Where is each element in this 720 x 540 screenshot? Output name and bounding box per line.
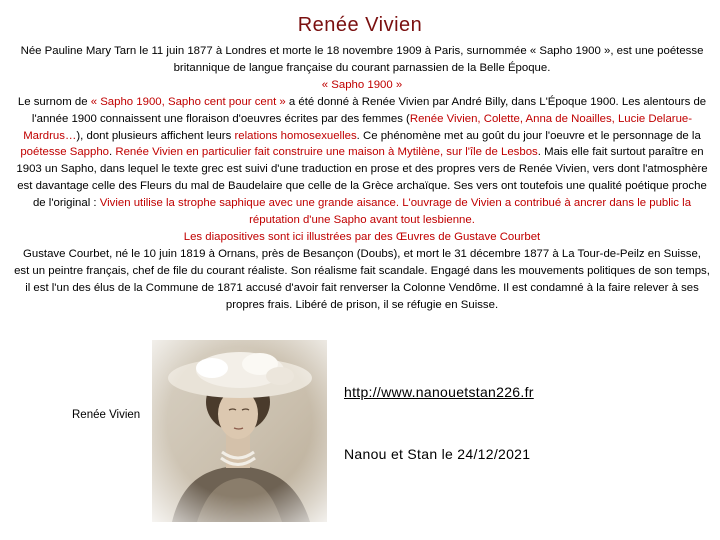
highlight-segment: Renée Vivien, Colette, Anna de Noailles, Lucie Delarue-Mardrus…	[23, 112, 693, 142]
text-segment: . Ce phénomène met au goût du jour l'oeuvre et le personnage de la	[356, 129, 701, 142]
highlight-segment: Renée Vivien en particulier fait construire une maison à Mytilène, sur l'île de Lesbos	[115, 146, 538, 159]
intro-paragraph: Née Pauline Mary Tarn le 11 juin 1877 à Londres et morte le 18 novembre 1909 à Paris, surnommée « Sapho 1900 », est une poétesse britannique de langue française du courant parnassien de la Belle Époque.	[20, 45, 704, 74]
photo-caption: Renée Vivien	[72, 409, 141, 421]
highlight-segment: Vivien utilise la strophe saphique avec une grande aisance. L'ouvrage de Vivien a contribué à ancrer dans le public la réputation d'une Sapho avant tout lesbienne.	[99, 197, 692, 227]
body-text	[14, 43, 710, 314]
website-link[interactable]: http://www.nanouetstan226.fr	[344, 384, 534, 400]
highlight-segment: poétesse Sappho	[20, 146, 110, 159]
text-segment: . Mais elle fait surtout paraître en 1903 un Sapho, dans lequel le texte grec est suivi d'une traduction en prose et des propres vers de Renée Vivien, vers dont l'atmosphère est davantage celle des Fleurs du mal de Baudelaire que celle de la Grèce archaïque. Ses vers ont toutefois une qualité poétique proche de l'original :	[16, 146, 708, 210]
text-segment: Le surnom de	[17, 95, 91, 108]
sapho-paragraph	[14, 94, 710, 229]
courbet-paragraph: Gustave Courbet, né le 10 juin 1819 à Ornans, près de Besançon (Doubs), et mort le 31 décembre 1877 à La Tour-de-Peilz en Suisse, est un peintre français, chef de file du courant réaliste. Son réalisme fait scandale. Engagé dans les mouvements politiques de son temps, il est l'un des élus de la Commune de 1871 accusé d'avoir fait renverser la Colonne Vendôme. Il est condamné à la faire relever à ses propres frais. Libéré de prison, il se réfugie en Suisse.	[14, 247, 710, 311]
sapho-subtitle: « Sapho 1900 »	[321, 78, 403, 91]
page-title: Renée Vivien	[297, 14, 423, 36]
highlight-segment: relations homosexuelles	[234, 129, 357, 142]
highlight-segment: « Sapho 1900, Sapho cent pour cent »	[90, 95, 286, 108]
text-segment: .	[109, 146, 116, 159]
text-segment: a été donné à Renée Vivien par André Billy, dans L'Époque 1900. Les alentours de l'année 1900 connaissent une floraison d'oeuvres écrites par des femmes (	[31, 95, 707, 125]
portrait-illustration	[152, 340, 327, 522]
credit-line: Nanou et Stan le 24/12/2021	[344, 446, 531, 462]
courbet-subtitle: Les diapositives sont ici illustrées par des Œuvres de Gustave Courbet	[183, 230, 541, 243]
portrait-photo	[152, 340, 327, 522]
text-segment: ), dont plusieurs affichent leurs	[76, 129, 235, 142]
